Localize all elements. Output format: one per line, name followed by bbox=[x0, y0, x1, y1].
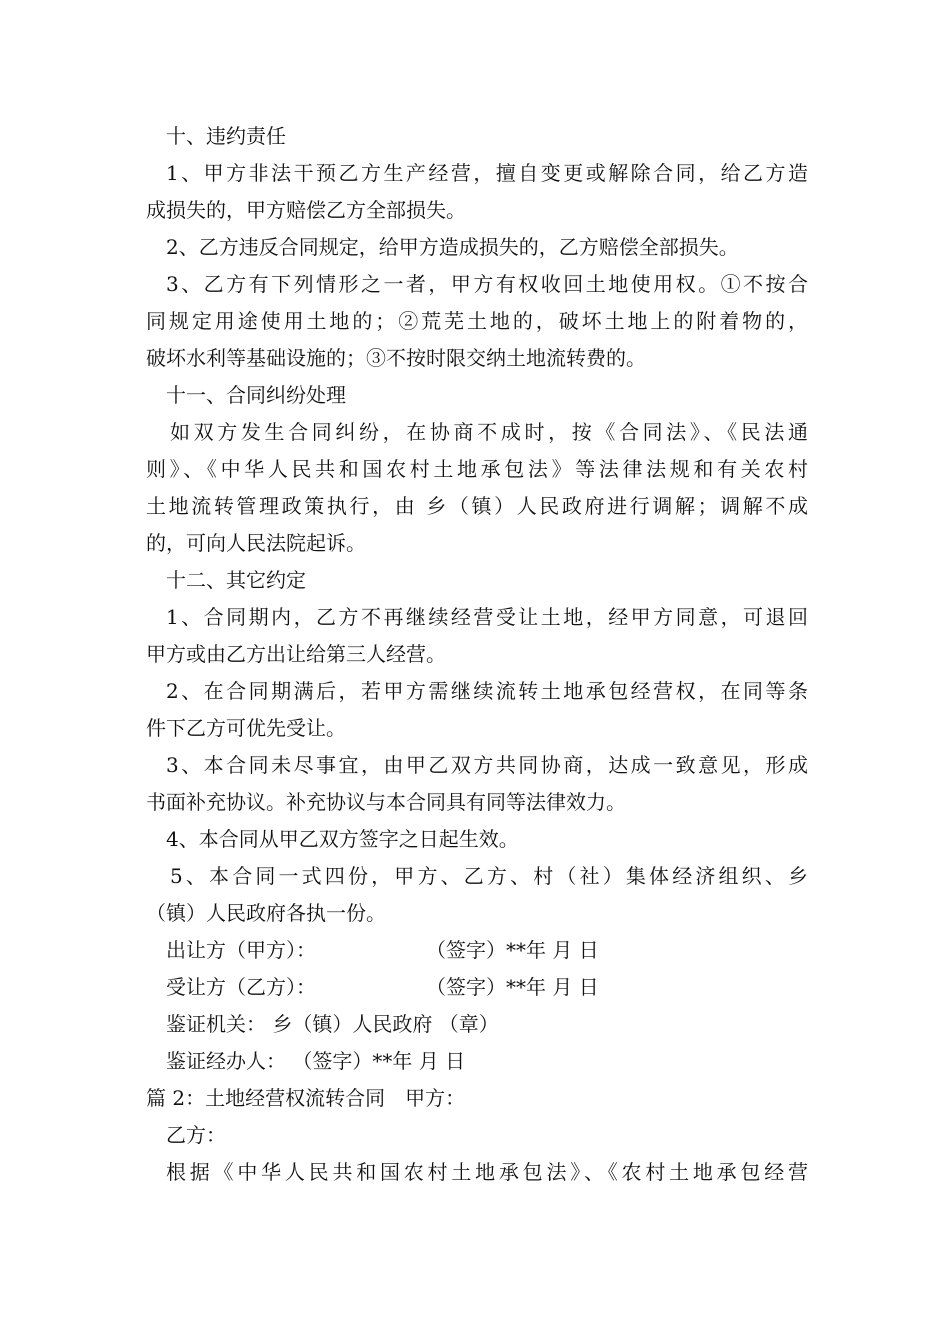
clause-text: 则》、《中华人民共和国农村土地承包法》等法律法规和有关农村 bbox=[146, 457, 808, 481]
signature-date: （签字）**年 月 日 bbox=[426, 938, 599, 962]
signature-transferee bbox=[146, 969, 808, 1006]
signature-label: 出让方（甲方）： bbox=[166, 938, 316, 962]
clause-text: 土地流转管理政策执行，由 乡（镇）人民政府进行调解；调解不成 bbox=[146, 494, 808, 518]
section-heading-other: 十二、其它约定 bbox=[166, 568, 306, 592]
clause-text: 如双方发生合同纠纷，在协商不成时，按《合同法》、《民法通 bbox=[170, 420, 808, 444]
clause-text: 书面补充协议。补充协议与本合同具有同等法律效力。 bbox=[146, 790, 626, 814]
clause-text: 甲方或由乙方出让给第三人经营。 bbox=[146, 642, 446, 666]
clause-text: 5、本合同一式四份，甲方、乙方、村（社）集体经济组织、乡 bbox=[170, 864, 808, 888]
section-heading-breach: 十、违约责任 bbox=[166, 124, 286, 148]
part2-heading: 篇 2：土地经营权流转合同 甲方： bbox=[146, 1086, 466, 1110]
clause-text: （镇）人民政府各执一份。 bbox=[146, 901, 386, 925]
clause-text: 2、乙方违反合同规定，给甲方造成损失的，乙方赔偿全部损失。 bbox=[166, 235, 739, 259]
signature-date: （签字）**年 月 日 bbox=[426, 975, 599, 999]
clause-text: 件下乙方可优先受让。 bbox=[146, 716, 346, 740]
part2-party-b: 乙方： bbox=[166, 1123, 226, 1147]
clause-text: 3、乙方有下列情形之一者，甲方有权收回土地使用权。①不按合 bbox=[166, 272, 808, 296]
clause-text: 1、合同期内，乙方不再继续经营受让土地，经甲方同意，可退回 bbox=[166, 605, 808, 629]
certifying-authority: 鉴证机关： 乡（镇）人民政府 （章） bbox=[166, 1012, 499, 1036]
clause-text: 的，可向人民法院起诉。 bbox=[146, 531, 366, 555]
clause-text: 破坏水利等基础设施的；③不按时限交纳土地流转费的。 bbox=[146, 346, 646, 370]
signature-transferor bbox=[146, 932, 808, 969]
clause-text: 1、甲方非法干预乙方生产经营，擅自变更或解除合同，给乙方造 bbox=[166, 161, 808, 185]
certifying-officer: 鉴证经办人： （签字）**年 月 日 bbox=[166, 1049, 466, 1073]
clause-text: 3、本合同未尽事宜，由甲乙双方共同协商，达成一致意见，形成 bbox=[166, 753, 808, 777]
clause-text: 4、本合同从甲乙双方签字之日起生效。 bbox=[166, 827, 519, 851]
section-heading-dispute: 十一、合同纠纷处理 bbox=[166, 383, 346, 407]
document-page bbox=[146, 118, 808, 1191]
clause-text: 2、在合同期满后，若甲方需继续流转土地承包经营权，在同等条 bbox=[166, 679, 808, 703]
part2-intro: 根据《中华人民共和国农村土地承包法》、《农村土地承包经营 bbox=[166, 1160, 808, 1184]
clause-text: 同规定用途使用土地的；②荒芜土地的，破坏土地上的附着物的， bbox=[146, 309, 808, 333]
clause-text: 成损失的，甲方赔偿乙方全部损失。 bbox=[146, 198, 466, 222]
signature-label: 受让方（乙方）： bbox=[166, 975, 316, 999]
